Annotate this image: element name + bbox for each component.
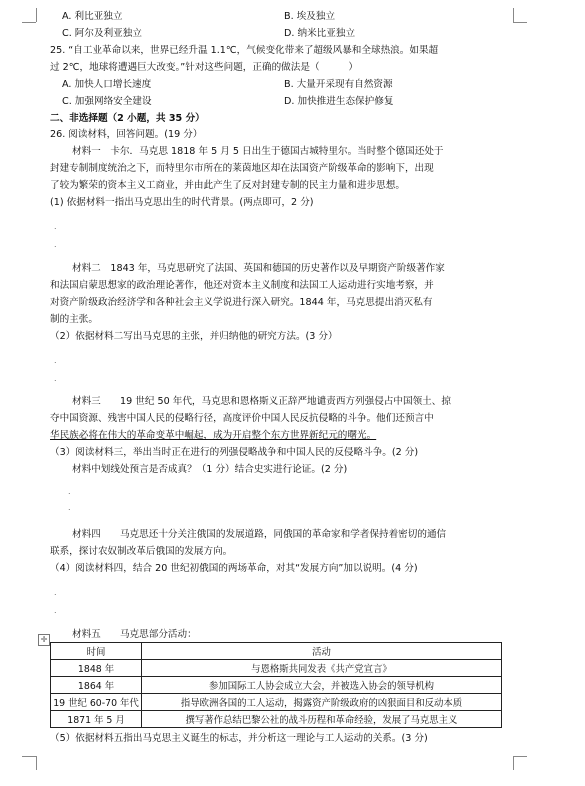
table-row	[51, 677, 502, 694]
m1-line1: 材料一 卡尔．马克思 1818 年 5 月 5 日出生于德国古城特里尔。当时整个德国还处于	[72, 146, 444, 157]
table-row	[51, 711, 502, 728]
crop-mark-bottom-left-h	[22, 756, 36, 757]
option-d: D. 纳米比亚独立	[284, 28, 356, 39]
para-mark: .	[54, 356, 57, 365]
m1-line3: 了较为繁荣的资本主义工商业，并由此产生了反对封建专制的民主力量和进步思想。	[50, 180, 405, 191]
q2-prompt: （2）依据材料二写出马克思的主张，并归纳他的研究方法。(3 分）	[50, 331, 338, 342]
cell-activity: 参加国际工人协会成立大会，并被选入协会的领导机构	[142, 677, 502, 694]
header-cell-time: 时间	[51, 643, 142, 660]
header-cell-activity: 活动	[142, 643, 502, 660]
m2-line2: 和法国启蒙思想家的政治理论著作，他还对资本主义制度和法国工人运动进行实地考察，并	[50, 280, 434, 291]
q3b-prompt: 材料中划线处预言是否成真？（1 分）结合史实进行论证。(2 分)	[72, 464, 348, 475]
crop-mark-top-right-h	[513, 22, 527, 23]
para-mark: .	[68, 503, 71, 512]
q4-prompt: （4）阅读材料四，结合 20 世纪初俄国的两场革命，对其“发展方向”加以说明。(4 分)	[50, 563, 418, 574]
q25-line1: 25. “自工业革命以来，世界已经升温 1.1℃，气候变化带来了超级风暴和全球热浪。如果超	[50, 45, 439, 56]
m5-title: 材料五 马克思部分活动：	[72, 629, 197, 640]
m2-line4: 制的主张。	[50, 314, 98, 325]
para-mark: .	[54, 374, 57, 383]
cell-time: 19 世纪 60-70 年代	[51, 694, 142, 711]
para-mark: .	[54, 588, 57, 597]
crop-mark-bottom-right	[513, 756, 514, 770]
q25-option-a: A. 加快人口增长速度	[62, 79, 152, 90]
m1-line2: 封建专制制度统治之下，而特里尔市所在的莱茵地区却在法国资产阶级革命的影响下，出现	[50, 163, 434, 174]
q25-line2: 过 2℃，地球将遭遇巨大改变。”针对这些问题，正确的做法是（ ）	[50, 62, 358, 73]
section-heading: 二、非选择题（2 小题，共 35 分）	[50, 113, 205, 124]
para-mark: .	[54, 606, 57, 615]
q25-option-d: D. 加快推进生态保护修复	[284, 96, 394, 107]
crop-mark-bottom-right-h	[513, 756, 527, 757]
q25-option-b: B. 大量开采现有自然资源	[284, 79, 393, 90]
q26-stem: 26. 阅读材料，回答问题。(19 分）	[50, 129, 203, 140]
activities-table	[50, 642, 502, 728]
cell-activity: 撰写著作总结巴黎公社的战斗历程和革命经验，发展了马克思主义	[142, 711, 502, 728]
table-row	[51, 660, 502, 677]
crop-mark-top-left-h	[22, 22, 36, 23]
para-mark: .	[54, 222, 57, 231]
cell-time: 1871 年 5 月	[51, 711, 142, 728]
cell-activity: 指导欧洲各国的工人运动，揭露资产阶级政府的凶狠面目和反动本质	[142, 694, 502, 711]
cell-time: 1848 年	[51, 660, 142, 677]
q3a-prompt: （3）阅读材料三，举出当时正在进行的列强侵略战争和中国人民的反侵略斗争。(2 分)	[50, 447, 419, 458]
q5-prompt: （5）依据材料五指出马克思主义诞生的标志，并分析这一理论与工人运动的关系。(3 分)	[50, 733, 428, 744]
crop-mark-top-left	[36, 8, 37, 22]
option-c: C. 阿尔及利亚独立	[62, 28, 142, 39]
q25-option-c: C. 加强网络安全建设	[62, 96, 152, 107]
para-mark: .	[68, 487, 71, 496]
m2-line3: 对资产阶级政治经济学和各种社会主义学说进行深入研究。1844 年，马克思提出消灭私有	[50, 297, 433, 308]
para-mark: .	[54, 240, 57, 249]
cell-activity: 与恩格斯共同发表《共产党宣言》	[142, 660, 502, 677]
m3-line3-underlined: 华民族必将在伟大的革命变革中崛起，成为开启整个东方世界新纪元的曙光。	[50, 430, 377, 441]
m2-line1: 材料二 1843 年，马克思研究了法国、英国和德国的历史著作以及早期资产阶级著作家	[72, 263, 445, 274]
q1-prompt: (1) 依据材料一指出马克思出生的时代背景。(两点即可，2 分)	[50, 197, 314, 208]
option-a: A. 利比亚独立	[62, 11, 123, 22]
crop-mark-top-right	[513, 8, 514, 22]
m4-line1: 材料四 马克思还十分关注俄国的发展道路，同俄国的革命家和学者保持着密切的通信	[72, 529, 447, 540]
table-row	[51, 694, 502, 711]
m3-line1: 材料三 19 世纪 50 年代，马克思和恩格斯义正辞严地谴责西方列强侵占中国领土、掠	[72, 396, 451, 407]
crop-mark-bottom-left	[36, 756, 37, 770]
table-header-row	[51, 643, 502, 660]
m4-line2: 联系，探讨农奴制改革后俄国的发展方向。	[50, 546, 233, 557]
cell-time: 1864 年	[51, 677, 142, 694]
table-move-handle-icon[interactable]: ✛	[38, 634, 50, 646]
option-b: B. 埃及独立	[284, 11, 336, 22]
m3-line2: 夺中国资源、残害中国人民的侵略行径，高度评价中国人民反抗侵略的斗争。他们还预言中	[50, 413, 434, 424]
